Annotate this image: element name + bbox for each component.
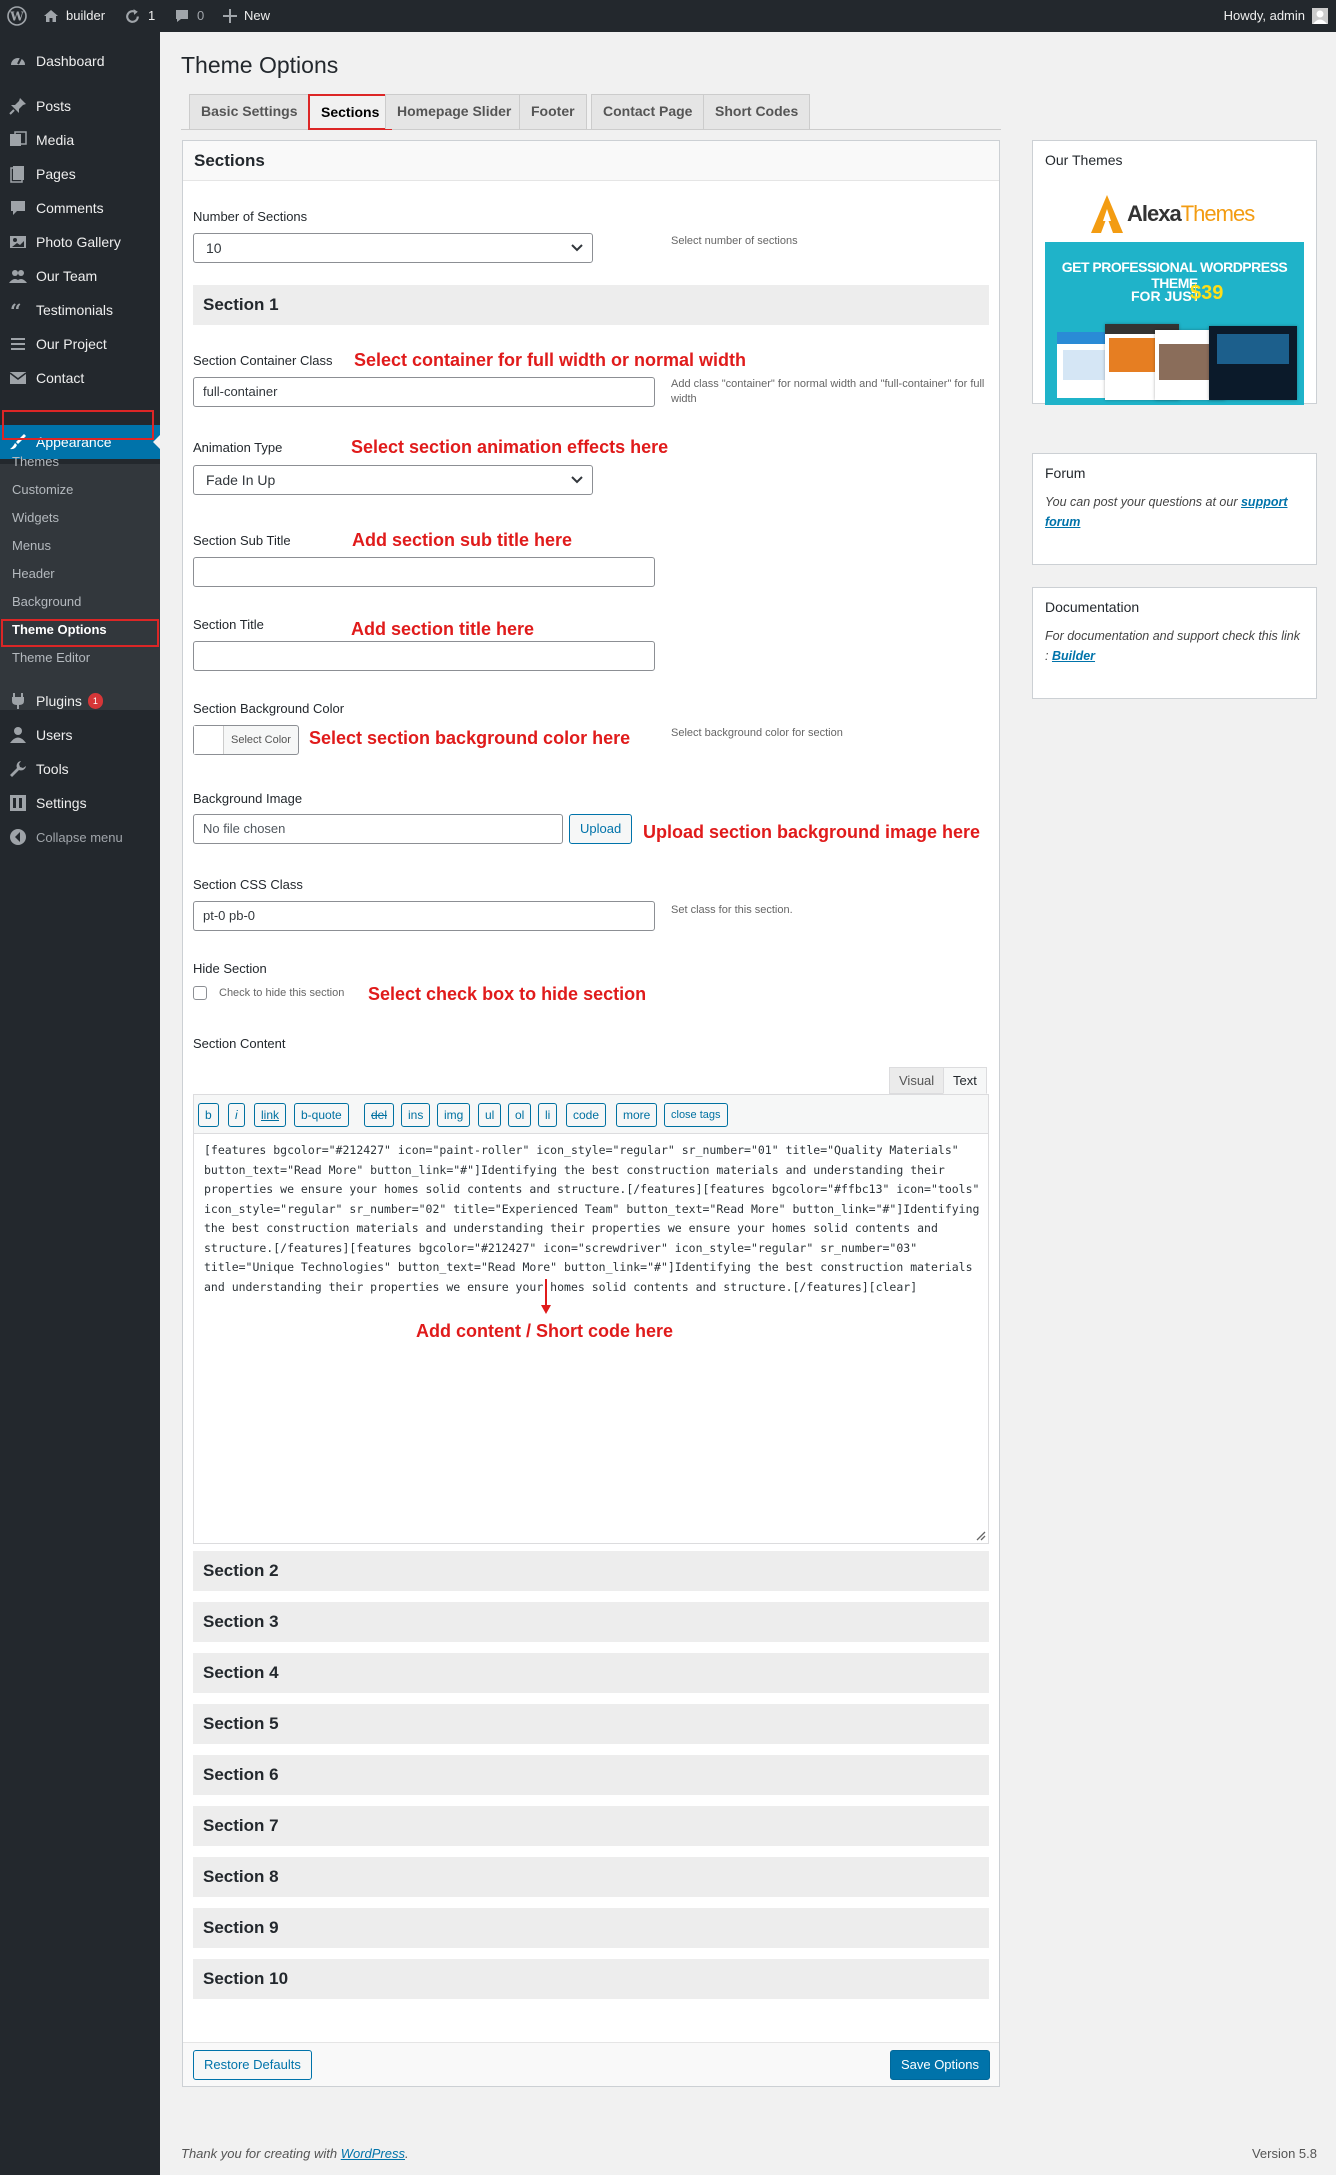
mail-icon — [0, 369, 36, 387]
content-editor — [193, 1094, 989, 1544]
media-icon — [0, 131, 36, 149]
submenu-customize[interactable]: Customize — [12, 482, 74, 497]
comment-icon — [0, 199, 36, 217]
submenu-themes[interactable]: Themes — [12, 454, 59, 469]
comments-link[interactable] — [174, 0, 204, 32]
css-class-label: Section CSS Class — [193, 877, 303, 892]
menu-plugins[interactable]: Plugins 1 — [0, 684, 160, 718]
li-button[interactable]: li — [538, 1103, 557, 1127]
comment-icon — [174, 8, 190, 24]
menu-pages[interactable]: Pages — [0, 157, 160, 191]
menu-dashboard[interactable]: Dashboard — [0, 44, 160, 78]
plus-icon — [223, 9, 237, 23]
alexa-logo-icon — [1091, 195, 1123, 233]
sub-title-input[interactable] — [193, 557, 655, 587]
text-tab[interactable]: Text — [943, 1067, 987, 1094]
site-name-link[interactable] — [43, 0, 105, 32]
comments-count: 0 — [197, 8, 205, 23]
ul-button[interactable]: ul — [478, 1103, 501, 1127]
dashboard-icon — [0, 52, 36, 70]
section-title-input[interactable] — [193, 641, 655, 671]
promo-line1: GET PROFESSIONAL WORDPRESS THEME — [1061, 259, 1288, 291]
footer-thanks: Thank you for creating with WordPress. — [181, 2146, 409, 2161]
container-note: Select container for full width or normal width — [354, 350, 747, 370]
color-swatch — [194, 726, 224, 754]
menu-settings[interactable]: Settings — [0, 786, 160, 820]
css-class-input[interactable]: pt-0 pb-0 — [193, 901, 655, 931]
panel-footer — [183, 2042, 999, 2086]
bold-button[interactable]: b — [198, 1103, 219, 1127]
more-button[interactable]: more — [616, 1103, 657, 1127]
blockquote-button[interactable]: b-quote — [294, 1103, 349, 1127]
bg-image-input[interactable]: No file chosen — [193, 814, 563, 844]
menu-tools[interactable]: Tools — [0, 752, 160, 786]
hide-note: Select check box to hide section — [368, 984, 647, 1004]
section-title-label: Section Title — [193, 617, 264, 632]
updates-count: 1 — [148, 8, 156, 23]
num-sections-desc: Select number of sections — [671, 235, 798, 247]
site-name: builder — [66, 8, 106, 23]
howdy-text: Howdy, admin — [1223, 8, 1305, 23]
save-options-button[interactable]: Save Options — [890, 2050, 990, 2080]
link-button[interactable]: link — [254, 1103, 286, 1127]
hide-section-label: Hide Section — [193, 961, 267, 976]
menu-our-project[interactable]: Our Project — [0, 327, 160, 361]
menu-testimonials[interactable]: “ Testimonials — [0, 293, 160, 327]
our-themes-title: Our Themes — [1045, 152, 1123, 168]
num-sections-label: Number of Sections — [193, 209, 308, 224]
del-button[interactable]: del — [364, 1103, 394, 1127]
section-content-label: Section Content — [193, 1036, 286, 1051]
arrow-down-icon — [540, 1279, 552, 1315]
alexa-logo[interactable] — [1091, 195, 1254, 233]
animation-type-select[interactable]: Fade In Up — [193, 465, 593, 495]
sections-panel — [182, 140, 1000, 2087]
menu-posts[interactable]: Posts — [0, 89, 160, 123]
refresh-icon — [124, 8, 141, 25]
color-picker-button[interactable]: Select Color — [193, 725, 299, 755]
css-class-desc: Set class for this section. — [671, 904, 793, 916]
hide-section-checkbox[interactable] — [193, 986, 207, 1000]
submenu-header[interactable]: Header — [12, 566, 55, 581]
content-textarea[interactable]: [features bgcolor="#212427" icon="paint-roller" icon_style="regular" sr_number="01" title="Quality Materials" button_text="Read More" button_link="#"]Identifying the best construction materials and understanding their properties we ensure your homes solid contents and structure.[/features][features bgcolor="#ffbc13" icon="tools" icon_style="regular" sr_number="02" title="Experienced Team" button_text="Read More" button_link="#"]Identifying the best construction materials and understanding their properties we ensure your homes solid contents and structure.[/features][features bgcolor="#212427" icon="screwdriver" icon_style="regular" sr_number="03" title="Unique Technologies" button_text="Read More" button_link="#"]Identifying the best construction materials and understanding their properties we ensure your homes solid contents and structure.[/features][clear] — [204, 1143, 987, 1294]
section-8-header[interactable]: Section 8 — [193, 1857, 989, 1897]
documentation-title: Documentation — [1045, 599, 1140, 615]
forum-title: Forum — [1045, 465, 1086, 481]
sub-title-label: Section Sub Title — [193, 533, 291, 548]
code-button[interactable]: code — [566, 1103, 606, 1127]
quicktags-toolbar — [194, 1095, 988, 1134]
admin-bar — [0, 0, 1336, 32]
forum-text: You can post your questions at our support forum — [1045, 495, 1288, 529]
documentation-widget — [1032, 587, 1317, 699]
section-9-header[interactable]: Section 9 — [193, 1908, 989, 1948]
subtitle-note: Add section sub title here — [352, 530, 573, 550]
builder-link[interactable]: Builder — [1051, 649, 1096, 663]
section-10-header[interactable]: Section 10 — [193, 1959, 989, 1999]
tab-contact-page[interactable]: Contact Page — [591, 94, 704, 129]
upload-button[interactable]: Upload — [569, 814, 632, 844]
quote-icon — [0, 301, 36, 319]
num-sections-select[interactable]: 10 — [193, 233, 593, 263]
restore-defaults-button[interactable]: Restore Defaults — [193, 2050, 312, 2080]
menu-contact[interactable]: Contact — [0, 361, 160, 395]
appearance-highlight — [2, 410, 154, 440]
tab-basic-settings[interactable]: Basic Settings — [189, 94, 309, 129]
ol-button[interactable]: ol — [508, 1103, 531, 1127]
bg-color-desc: Select background color for section — [671, 727, 843, 739]
tab-sections[interactable]: Sections — [308, 94, 392, 130]
avatar — [1312, 8, 1328, 24]
promo-banner[interactable] — [1045, 242, 1304, 405]
forum-widget — [1032, 453, 1317, 565]
settings-icon — [0, 794, 36, 812]
our-themes-widget — [1032, 140, 1317, 404]
list-icon — [0, 335, 36, 353]
section-1-header[interactable]: Section 1 — [193, 285, 989, 325]
section-4-header[interactable]: Section 4 — [193, 1653, 989, 1693]
close-tags-button[interactable]: close tags — [664, 1103, 728, 1127]
menu-users[interactable]: Users — [0, 718, 160, 752]
pages-icon — [0, 165, 36, 183]
theme-preview-4 — [1209, 326, 1297, 400]
bg-color-label: Section Background Color — [193, 701, 345, 716]
submenu-theme-editor[interactable]: Theme Editor — [12, 650, 91, 665]
new-content-link[interactable] — [223, 0, 270, 32]
container-class-input[interactable]: full-container — [193, 377, 655, 407]
collapse-menu[interactable]: Collapse menu — [0, 820, 160, 854]
submenu-background[interactable]: Background — [12, 594, 82, 609]
updates-link[interactable] — [124, 0, 155, 32]
gallery-icon — [0, 233, 36, 251]
submenu-theme-options[interactable]: Theme Options — [12, 622, 107, 637]
collapse-icon — [0, 828, 36, 846]
content-note: Add content / Short code here — [416, 1321, 674, 1341]
menu-comments[interactable]: Comments — [0, 191, 160, 225]
section-6-header[interactable]: Section 6 — [193, 1755, 989, 1795]
wordpress-logo-icon[interactable] — [7, 0, 27, 32]
wordpress-link[interactable]: WordPress — [340, 2146, 405, 2161]
account-menu[interactable] — [1224, 0, 1328, 32]
support-forum-link[interactable]: support forum — [1045, 495, 1288, 529]
plugins-badge: 1 — [88, 693, 103, 709]
tab-footer[interactable]: Footer — [519, 94, 587, 129]
menu-our-team[interactable]: Our Team — [0, 259, 160, 293]
pin-icon — [0, 97, 36, 115]
container-class-desc: Add class "container" for normal width and "full-container" for full width — [671, 378, 985, 405]
section-7-header[interactable]: Section 7 — [193, 1806, 989, 1846]
nav-tab-wrapper — [181, 94, 1001, 130]
theme-options-highlight — [1, 619, 159, 647]
chevron-down-icon — [571, 476, 583, 484]
section-2-header[interactable]: Section 2 — [193, 1551, 989, 1591]
hide-section-text: Check to hide this section — [219, 987, 345, 999]
section-5-header[interactable]: Section 5 — [193, 1704, 989, 1744]
container-class-label: Section Container Class — [193, 353, 333, 368]
menu-appearance[interactable]: Appearance — [0, 425, 160, 459]
animation-note: Select section animation effects here — [351, 437, 669, 457]
plug-icon — [0, 692, 36, 710]
wp-version: Version 5.8 — [1251, 2146, 1317, 2161]
brand-alexa: Alexa — [1127, 201, 1181, 226]
promo-line2: FOR JUST — [1131, 288, 1201, 304]
brand-themes: Themes — [1180, 201, 1255, 226]
svg-text:“: “ — [10, 301, 22, 319]
toolbar-buttons — [198, 1103, 978, 1127]
bg-image-label: Background Image — [193, 791, 303, 806]
promo-price: $39 — [1190, 282, 1224, 304]
menu-media[interactable]: Media — [0, 123, 160, 157]
user-icon — [0, 726, 36, 744]
tab-homepage-slider[interactable]: Homepage Slider — [385, 94, 523, 129]
admin-sidebar — [0, 32, 160, 2175]
italic-button[interactable]: i — [228, 1103, 245, 1127]
bgimage-note: Upload section background image here — [643, 822, 981, 842]
ins-button[interactable]: ins — [401, 1103, 430, 1127]
panel-heading: Sections — [183, 141, 999, 181]
page-title: Theme Options — [181, 52, 339, 78]
team-icon — [0, 267, 36, 285]
title-note: Add section title here — [351, 619, 535, 639]
wrench-icon — [0, 760, 36, 778]
documentation-text: For documentation and support check this link : Builder — [1045, 629, 1300, 663]
submenu-menus[interactable]: Menus — [12, 538, 52, 553]
submenu-widgets[interactable]: Widgets — [12, 510, 59, 525]
img-button[interactable]: img — [437, 1103, 470, 1127]
chevron-down-icon — [571, 244, 583, 252]
visual-tab[interactable]: Visual — [889, 1067, 944, 1094]
section-3-header[interactable]: Section 3 — [193, 1602, 989, 1642]
home-icon — [43, 8, 59, 24]
tab-short-codes[interactable]: Short Codes — [703, 94, 810, 129]
new-label: New — [244, 8, 271, 23]
bgcolor-note: Select section background color here — [309, 728, 631, 748]
menu-photo-gallery[interactable]: Photo Gallery — [0, 225, 160, 259]
editor-tabs — [889, 1067, 989, 1095]
animation-type-label: Animation Type — [193, 440, 283, 455]
resize-handle-icon[interactable] — [976, 1531, 986, 1541]
active-arrow — [153, 434, 161, 450]
svg-text:W: W — [10, 9, 24, 24]
